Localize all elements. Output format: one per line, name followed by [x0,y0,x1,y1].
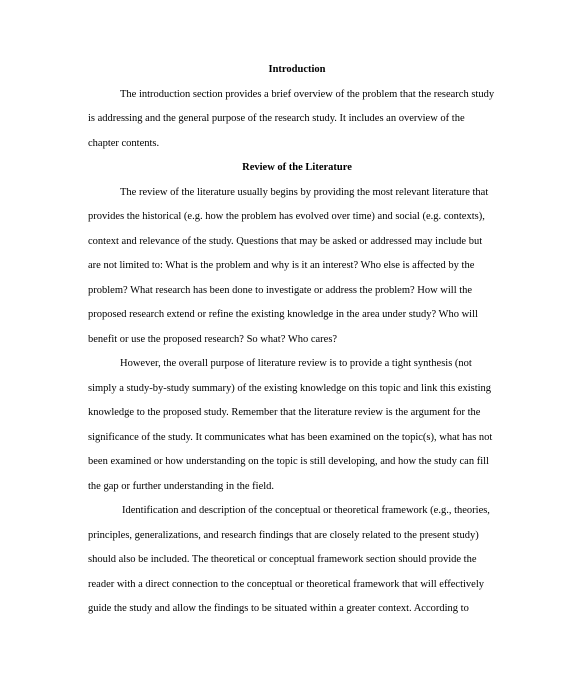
section-heading-review-of-literature: Review of the Literature [242,162,352,173]
paragraph [88,181,506,353]
text-line: are not limited to: What is the problem and why is it an interest? Who else is affected by the [88,260,475,271]
text-line: problem? What research has been done to investigate or address the problem? How will the [88,284,473,296]
text-line: is addressing and the general purpose of the research study. It includes an overview of the [88,113,465,124]
text-line: significance of the study. It communicates what has been examined on the topic(s), what has not [88,431,493,443]
text-line: However, the overall purpose of literature review is to provide a tight synthesis (not [120,358,472,369]
text-line: principles, generalizations, and research findings that are closely related to the present study) [88,529,479,541]
text-line: been examined or how understanding on the topic is still developing, and how the study can fill [88,456,489,467]
text-line: reader with a direct connection to the conceptual or theoretical framework that will effectively [88,578,485,590]
text-line: The review of the literature usually begins by providing the most relevant literature that [120,186,489,198]
text-line: context and relevance of the study. Questions that may be asked or addressed may include but [88,235,483,247]
text-line: The introduction section provides a brief overview of the problem that the research study [120,88,495,100]
text-line: Identification and description of the conceptual or theoretical framework (e.g., theories, [122,505,490,516]
section-heading-introduction: Introduction [268,64,326,75]
text-line: knowledge to the proposed study. Remember that the literature review is the argument for the [88,407,481,418]
text-line: simply a study-by-study summary) of the existing knowledge on this topic and link this existing [88,382,492,394]
text-line: should also be included. The theoretical or conceptual framework section should provide the [88,554,477,565]
text-line: chapter contents. [88,137,160,149]
paragraph [88,83,506,157]
text-line: the gap or further understanding in the field. [88,480,275,492]
paragraph [88,352,506,499]
text-line: benefit or use the proposed research? So what? Who cares? [88,333,338,345]
paragraph [88,499,506,622]
text-line: guide the study and allow the findings to be situated within a greater context. According to [88,603,469,614]
document-body [88,58,506,622]
text-line: provides the historical (e.g. how the problem has evolved over time) and social (e.g. contexts), [88,211,485,222]
text-line: proposed research extend or refine the existing knowledge in the area under study? Who will [88,309,478,320]
